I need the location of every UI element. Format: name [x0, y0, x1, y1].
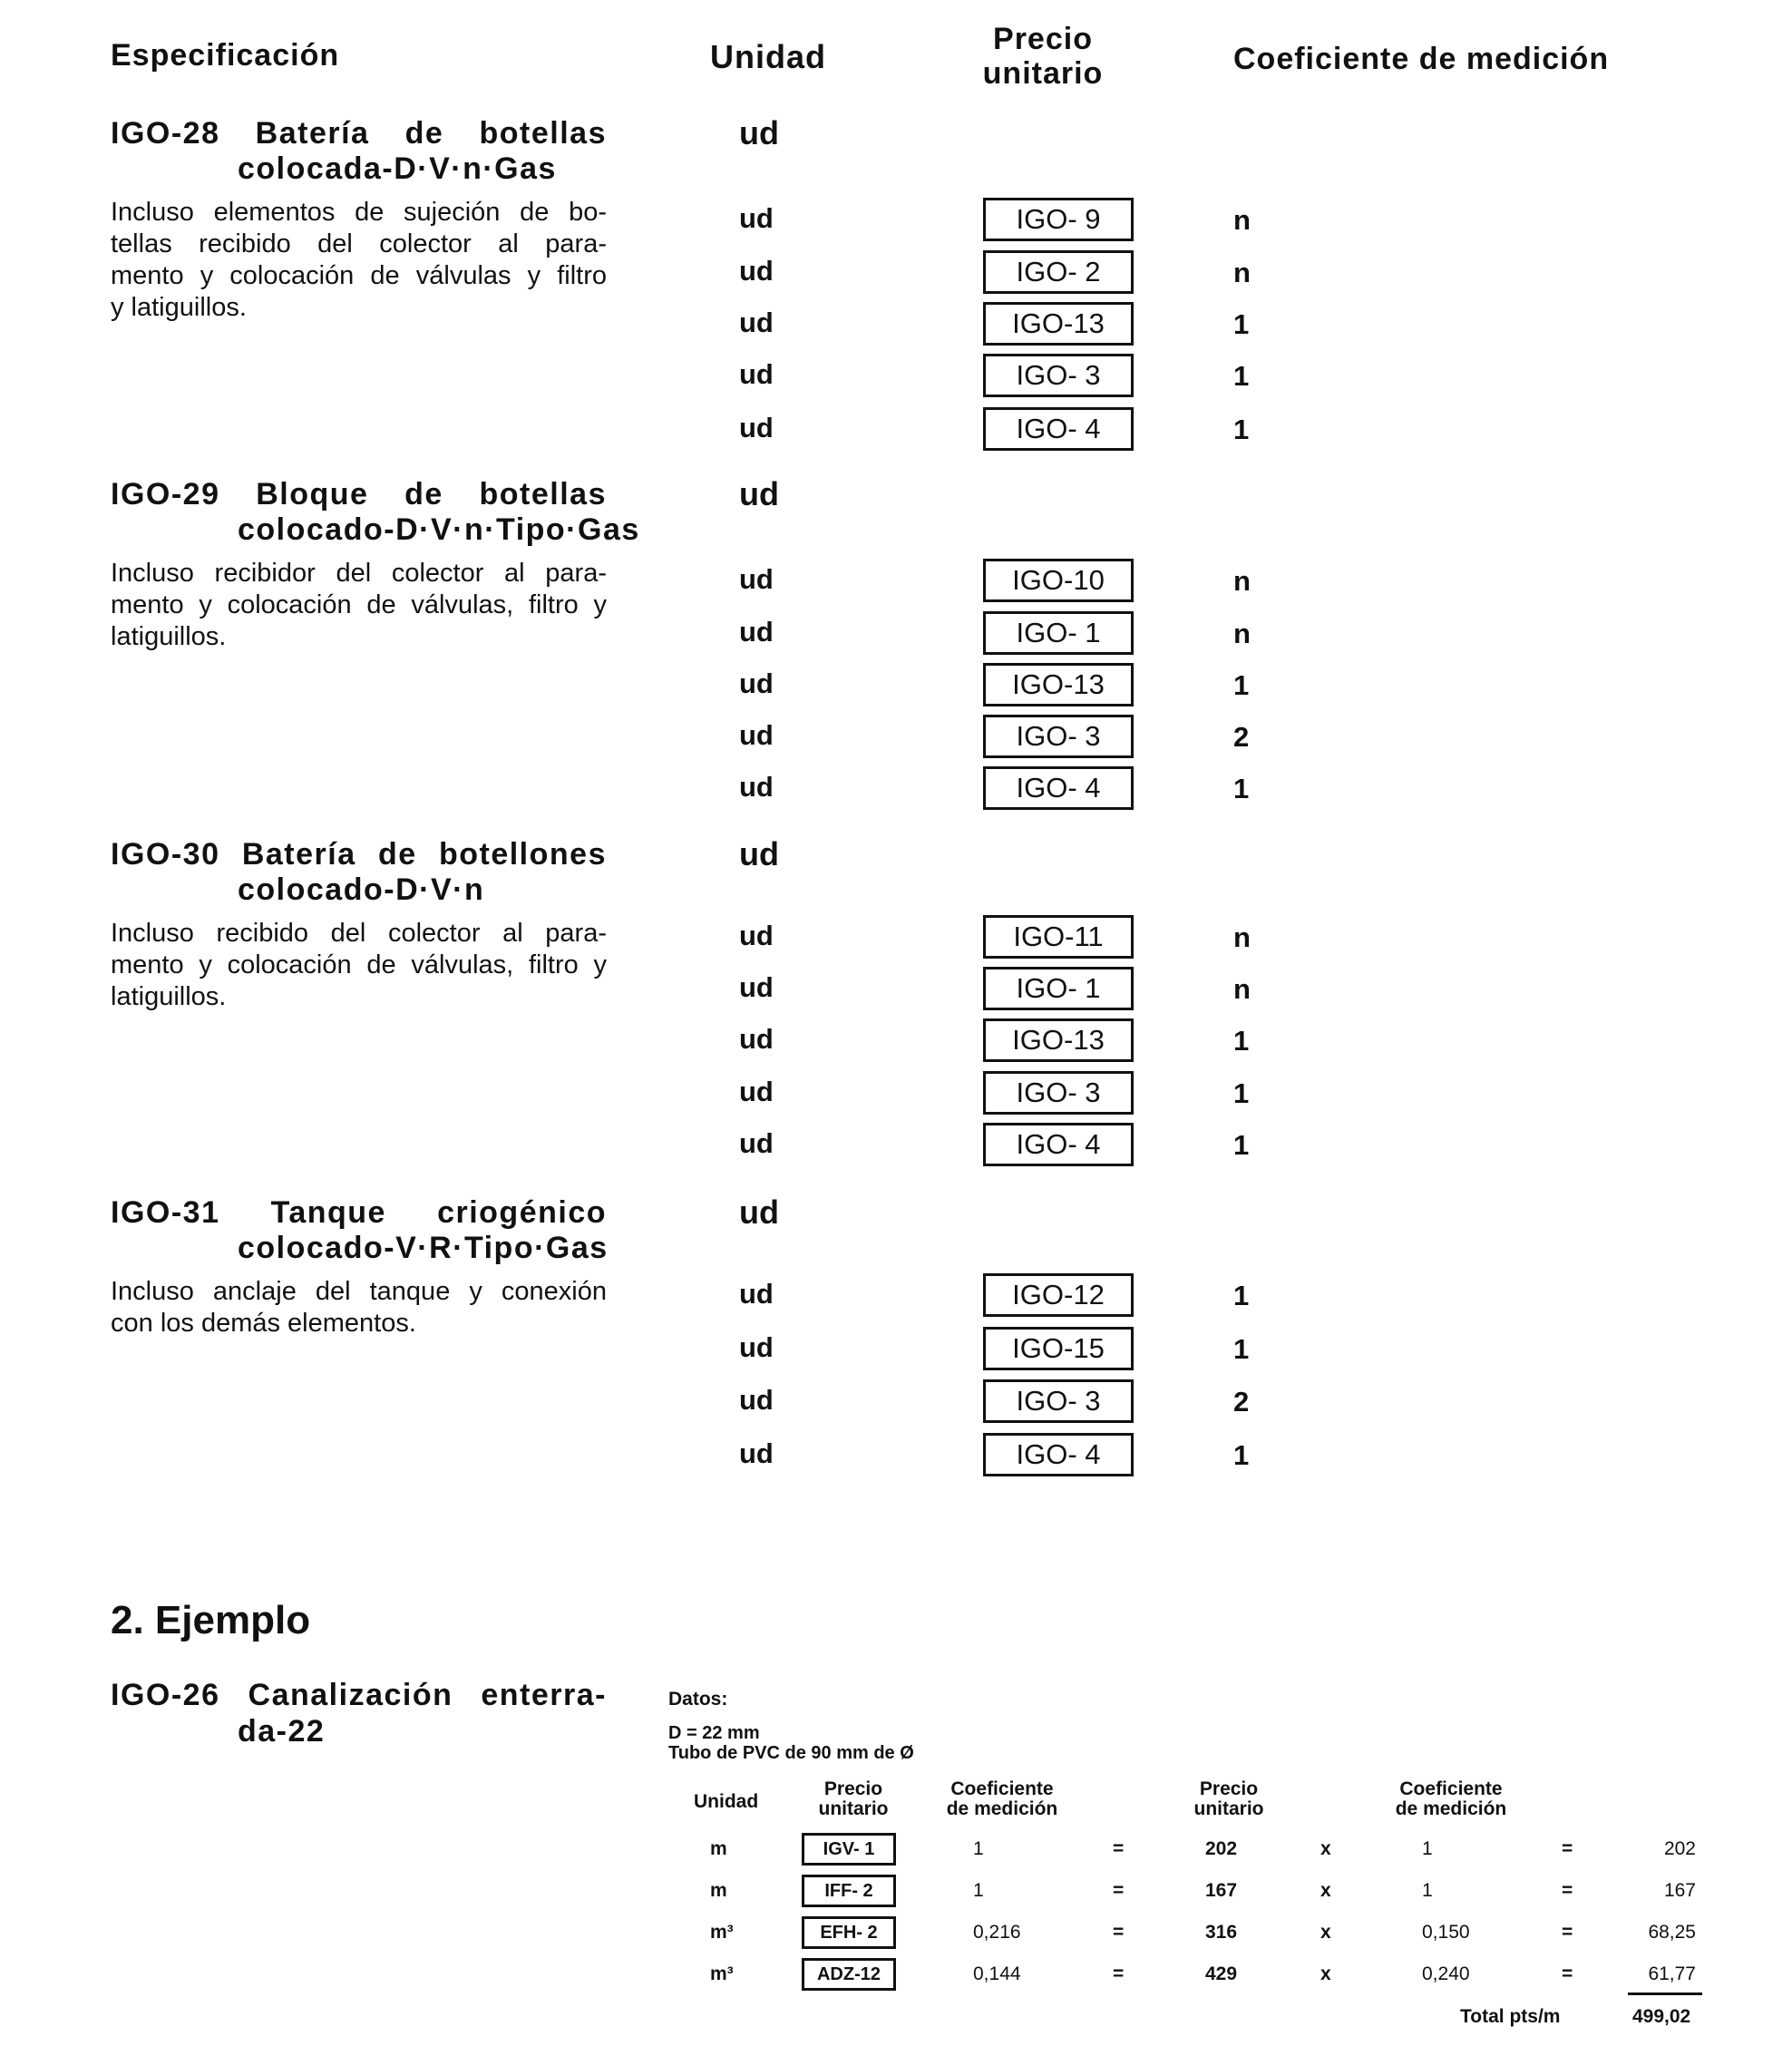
item-title: Batería de botellas [255, 116, 607, 151]
row-unit: ud [739, 719, 774, 751]
item-code: IGO-31 [111, 1195, 220, 1230]
item-title: Batería de botellones [241, 837, 607, 872]
header-price-line2: unitario [982, 56, 1104, 91]
total-label: Total pts/m [1460, 2006, 1561, 2027]
item-title-line1 [111, 116, 607, 151]
total-rule [1628, 1992, 1702, 1995]
price-ref-box: IGO- 9 [983, 198, 1134, 241]
description-line: latiguillos. [111, 982, 227, 1011]
price-ref-box: IGO-13 [983, 302, 1134, 346]
row-coefficient: 1 [1233, 1077, 1250, 1109]
row-unit: ud [739, 358, 774, 390]
row-coefficient: 2 [1233, 1386, 1250, 1418]
row-unit: ud [739, 667, 774, 699]
price-ref-box: IGO-15 [983, 1327, 1134, 1370]
ex-coef: 1 [973, 1880, 984, 1901]
data-line-1: D = 22 mm [668, 1723, 760, 1743]
price-ref-box: IGO- 4 [983, 407, 1134, 451]
data-line-2: Tubo de PVC de 90 mm de Ø [668, 1743, 914, 1763]
row-coefficient: 1 [1233, 414, 1250, 445]
description-line: mento y colocación de válvulas, filtro y [111, 590, 607, 619]
ex-times: x [1320, 1880, 1331, 1901]
description-line: latiguillos. [111, 622, 227, 651]
price-ref-box: IGO- 4 [983, 1123, 1134, 1166]
ex-equals2: = [1562, 1880, 1573, 1901]
price-ref-box: IGO-10 [983, 559, 1134, 602]
row-coefficient: 1 [1233, 669, 1250, 701]
data-label: Datos: [668, 1689, 728, 1710]
ex-equals: = [1113, 1880, 1125, 1901]
ex-header-coef [934, 1779, 1070, 1819]
row-coefficient: n [1233, 257, 1251, 288]
description-line: mento y colocación de válvulas, filtro y [111, 950, 607, 979]
ex-equals: = [1113, 1963, 1125, 1984]
header-coef: Coeficiente de medición [1233, 42, 1610, 76]
ex-header-coef2 [1383, 1779, 1519, 1819]
ex-unit: m [710, 1880, 727, 1901]
row-coefficient: 1 [1233, 773, 1250, 804]
row-unit: ud [739, 771, 774, 803]
ex-unit: m³ [710, 1963, 734, 1984]
ex-times: x [1320, 1838, 1331, 1859]
ex-coef2: 1 [1422, 1880, 1433, 1901]
price-ref-box: IGO- 2 [983, 250, 1134, 294]
item-title-line1 [111, 477, 607, 512]
price-ref-box: IGO- 3 [983, 715, 1134, 758]
price-ref-box: IGO- 1 [983, 611, 1134, 655]
ex-header-price-1: Precio [823, 1778, 883, 1799]
row-coefficient: 1 [1233, 1439, 1250, 1471]
header-spec: Especificación [111, 38, 340, 73]
item-description [111, 558, 607, 653]
ex-header-price [803, 1779, 903, 1819]
ex-header-price2-1: Precio [1199, 1778, 1259, 1799]
ex-price: 202 [1205, 1838, 1238, 1859]
ex-coef2: 1 [1422, 1838, 1433, 1859]
item-description [111, 1276, 607, 1340]
ex-equals2: = [1562, 1922, 1573, 1943]
ex-header-price-2: unitario [818, 1798, 889, 1819]
item-title: Tanque criogénico [270, 1195, 607, 1230]
row-unit: ud [739, 1278, 774, 1310]
row-unit: ud [739, 1023, 774, 1055]
ex-header-coef2-1: Coeficiente [1399, 1778, 1503, 1799]
row-unit: ud [739, 1331, 774, 1363]
row-coefficient: 1 [1233, 308, 1250, 340]
row-unit: ud [739, 1437, 774, 1469]
ex-equals2: = [1562, 1963, 1573, 1984]
price-ref-box: IGO- 3 [983, 354, 1134, 397]
row-coefficient: n [1233, 973, 1251, 1005]
price-ref-box: IGO- 4 [983, 1433, 1134, 1476]
example-title-line1 [111, 1678, 607, 1713]
item-unit: ud [739, 114, 779, 151]
row-unit: ud [739, 307, 774, 338]
row-unit: ud [739, 1076, 774, 1107]
item-description [111, 197, 607, 324]
item-title-line1 [111, 1195, 607, 1231]
ex-header-price2 [1179, 1779, 1279, 1819]
ex-coef2: 0,150 [1422, 1922, 1470, 1943]
price-ref-box: IGO-11 [983, 915, 1134, 959]
row-unit: ud [739, 1384, 774, 1416]
description-line: con los demás elementos. [111, 1309, 416, 1338]
price-ref-box: IGO- 4 [983, 766, 1134, 810]
item-unit: ud [739, 1194, 779, 1231]
description-line: tellas recibido del colector al para- [111, 229, 607, 258]
item-title: Bloque de botellas [256, 477, 607, 512]
row-coefficient: 1 [1233, 1333, 1250, 1365]
row-coefficient: n [1233, 618, 1251, 649]
header-price [979, 22, 1106, 91]
ex-price-ref-box: IGV- 1 [802, 1833, 896, 1866]
ex-header-coef-1: Coeficiente [950, 1778, 1054, 1799]
row-coefficient: n [1233, 921, 1251, 953]
description-line: Incluso recibido del colector al para- [111, 919, 607, 948]
ex-price-ref-box: IFF- 2 [802, 1875, 896, 1907]
ex-result: 167 [1663, 1880, 1696, 1901]
item-code: IGO-28 [111, 116, 220, 151]
ex-header-unit: Unidad [694, 1791, 759, 1812]
row-coefficient: n [1233, 204, 1251, 236]
ex-coef: 0,216 [973, 1922, 1021, 1943]
row-unit: ud [739, 920, 774, 951]
item-code: IGO-29 [111, 477, 220, 512]
ex-unit: m³ [710, 1922, 734, 1943]
item-title-line2: colocada-D·V·n·Gas [238, 151, 557, 186]
row-unit: ud [739, 1127, 774, 1159]
item-unit: ud [739, 835, 779, 872]
ex-equals: = [1113, 1838, 1125, 1859]
header-price-line1: Precio [993, 22, 1093, 56]
description-line: y latiguillos. [111, 293, 247, 322]
item-title-line2: colocado-D·V·n [238, 872, 485, 907]
item-unit: ud [739, 475, 779, 512]
ex-equals2: = [1562, 1838, 1573, 1859]
example-heading: 2. Ejemplo [111, 1598, 311, 1642]
row-unit: ud [739, 971, 774, 1003]
item-title-line1 [111, 837, 607, 872]
ex-equals: = [1113, 1922, 1125, 1943]
price-ref-box: IGO- 1 [983, 967, 1134, 1010]
item-code: IGO-30 [111, 837, 220, 872]
item-description [111, 918, 607, 1013]
row-coefficient: 2 [1233, 721, 1250, 753]
ex-price-ref-box: EFH- 2 [802, 1916, 896, 1949]
description-line: Incluso recibidor del colector al para- [111, 559, 607, 588]
ex-times: x [1320, 1963, 1331, 1984]
ex-header-coef2-2: de medición [1395, 1798, 1507, 1819]
description-line: Incluso anclaje del tanque y conexión [111, 1277, 607, 1306]
description-line: Incluso elementos de sujeción de bo- [111, 198, 607, 227]
total-value: 499,02 [1632, 2006, 1691, 2027]
price-ref-box: IGO-12 [983, 1273, 1134, 1317]
price-ref-box: IGO- 3 [983, 1071, 1134, 1115]
ex-times: x [1320, 1922, 1331, 1943]
row-coefficient: 1 [1233, 1025, 1250, 1057]
row-unit: ud [739, 563, 774, 595]
row-unit: ud [739, 255, 774, 287]
item-title-line2: colocado-V·R·Tipo·Gas [238, 1231, 609, 1265]
ex-result: 68,25 [1648, 1922, 1696, 1943]
example-title-line2: da-22 [238, 1714, 326, 1749]
example-title1: Canalización enterra- [248, 1678, 608, 1712]
ex-result: 61,77 [1648, 1963, 1696, 1984]
item-title-line2: colocado-D·V·n·Tipo·Gas [238, 512, 640, 547]
ex-unit: m [710, 1838, 727, 1859]
price-ref-box: IGO-13 [983, 1018, 1134, 1062]
row-coefficient: 1 [1233, 1129, 1250, 1161]
row-unit: ud [739, 616, 774, 648]
ex-coef: 0,144 [973, 1963, 1021, 1984]
ex-result: 202 [1663, 1838, 1696, 1859]
price-ref-box: IGO- 3 [983, 1379, 1134, 1423]
ex-header-price2-2: unitario [1193, 1798, 1264, 1819]
row-unit: ud [739, 412, 774, 443]
ex-price-ref-box: ADZ-12 [802, 1958, 896, 1991]
ex-header-coef-2: de medición [946, 1798, 1058, 1819]
row-coefficient: 1 [1233, 1280, 1250, 1311]
price-ref-box: IGO-13 [983, 663, 1134, 706]
description-line: mento y colocación de válvulas y filtro [111, 261, 607, 290]
example-code: IGO-26 [111, 1678, 220, 1712]
ex-price: 316 [1205, 1922, 1238, 1943]
ex-coef2: 0,240 [1422, 1963, 1470, 1984]
ex-coef: 1 [973, 1838, 984, 1859]
header-unit: Unidad [710, 38, 826, 75]
ex-price: 429 [1205, 1963, 1238, 1984]
ex-price: 167 [1205, 1880, 1238, 1901]
row-coefficient: n [1233, 565, 1251, 597]
row-coefficient: 1 [1233, 360, 1250, 392]
row-unit: ud [739, 202, 774, 234]
